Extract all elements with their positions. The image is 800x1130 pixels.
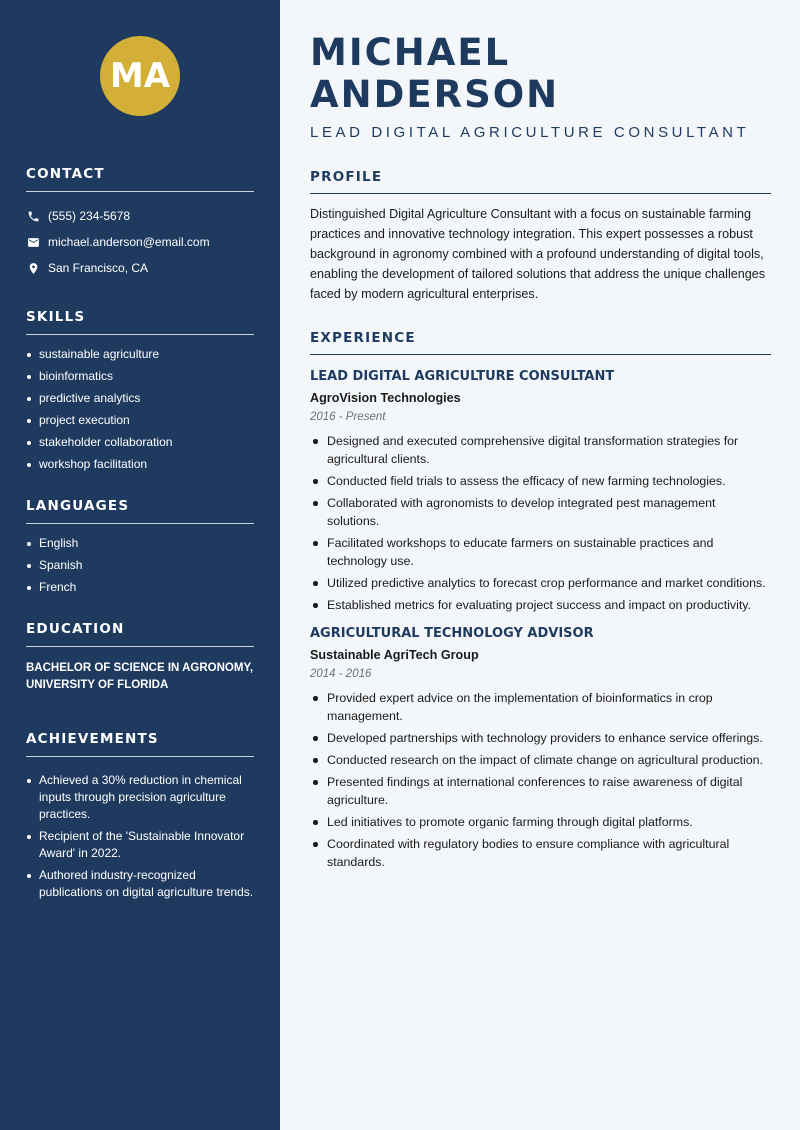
achievements-section <box>26 731 254 901</box>
list-item: predictive analytics <box>26 390 254 407</box>
job-entry <box>310 626 771 871</box>
contact-list <box>26 203 254 281</box>
email-icon <box>26 235 40 249</box>
achievements-list <box>26 772 254 901</box>
languages-list <box>26 535 254 596</box>
list-item: Conducted field trials to assess the efficacy of new farming technologies. <box>310 472 771 490</box>
languages-section <box>26 498 254 596</box>
sidebar <box>0 0 280 1130</box>
job-dates: 2016 - Present <box>310 411 386 423</box>
experience-section <box>310 330 771 871</box>
achievements-heading: ACHIEVEMENTS <box>26 731 254 757</box>
duties-list <box>310 689 771 871</box>
list-item: Facilitated workshops to educate farmers on sustainable practices and technology use. <box>310 534 771 570</box>
list-item: Established metrics for evaluating project success and impact on productivity. <box>310 596 771 614</box>
list-item: Recipient of the 'Sustainable Innovator Award' in 2022. <box>26 828 254 862</box>
list-item: Authored industry-recognized publications on digital agriculture trends. <box>26 867 254 901</box>
profile-heading: PROFILE <box>310 169 771 194</box>
job-title: LEAD DIGITAL AGRICULTURE CONSULTANT <box>310 369 615 384</box>
candidate-name: MICHAEL ANDERSON <box>310 31 560 116</box>
duties-list <box>310 432 771 614</box>
list-item: Collaborated with agronomists to develop integrated pest management solutions. <box>310 494 771 530</box>
experience-heading: EXPERIENCE <box>310 330 771 355</box>
list-item: Coordinated with regulatory bodies to ensure compliance with agricultural standards. <box>310 835 771 871</box>
location-pin-icon <box>26 261 40 275</box>
job-entry <box>310 369 771 614</box>
contact-section <box>26 166 254 281</box>
job-dates: 2014 - 2016 <box>310 668 372 680</box>
list-item: workshop facilitation <box>26 456 254 473</box>
contact-heading: CONTACT <box>26 166 254 192</box>
education-degree: BACHELOR OF SCIENCE IN AGRONOMY, UNIVERSITY OF FLORIDA <box>26 662 254 691</box>
email-text: michael.anderson@email.com <box>48 235 210 249</box>
languages-heading: LANGUAGES <box>26 498 254 524</box>
contact-email <box>26 229 254 255</box>
list-item: English <box>26 535 254 552</box>
company-name: Sustainable AgriTech Group <box>310 648 479 662</box>
list-item: project execution <box>26 412 254 429</box>
avatar: MA <box>100 36 180 116</box>
education-heading: EDUCATION <box>26 621 254 647</box>
list-item: Spanish <box>26 557 254 574</box>
list-item: Developed partnerships with technology providers to enhance service offerings. <box>310 729 771 747</box>
phone-icon <box>26 209 40 223</box>
phone-text: (555) 234-5678 <box>48 209 131 223</box>
list-item: Presented findings at international conferences to raise awareness of digital agriculture. <box>310 773 771 809</box>
profile-section <box>310 169 771 304</box>
list-item: Conducted research on the impact of climate change on agricultural production. <box>310 751 771 769</box>
location-text: San Francisco, CA <box>48 261 149 275</box>
list-item: French <box>26 579 254 596</box>
main-content <box>280 0 800 1130</box>
profile-text: Distinguished Digital Agriculture Consultant with a focus on sustainable farming practices and innovative technology integration. This expert possesses a robust background in agronomy combined with a profound understanding of digital tools, enabling the development of tailored solutions that address the unique challenges faced by modern agricultural enterprises. <box>310 207 766 301</box>
list-item: Designed and executed comprehensive digital transformation strategies for agricultural clients. <box>310 432 771 468</box>
contact-location <box>26 255 254 281</box>
list-item: Utilized predictive analytics to forecast crop performance and market conditions. <box>310 574 771 592</box>
company-name: AgroVision Technologies <box>310 391 461 405</box>
list-item: sustainable agriculture <box>26 346 254 363</box>
list-item: Provided expert advice on the implementation of bioinformatics in crop management. <box>310 689 771 725</box>
skills-heading: SKILLS <box>26 309 254 335</box>
education-section <box>26 621 254 694</box>
skills-section <box>26 309 254 473</box>
list-item: bioinformatics <box>26 368 254 385</box>
list-item: stakeholder collaboration <box>26 434 254 451</box>
contact-phone <box>26 203 254 229</box>
skills-list <box>26 346 254 473</box>
list-item: Achieved a 30% reduction in chemical inputs through precision agriculture practices. <box>26 772 254 823</box>
list-item: Led initiatives to promote organic farming through digital platforms. <box>310 813 771 831</box>
job-title: AGRICULTURAL TECHNOLOGY ADVISOR <box>310 626 594 641</box>
candidate-title: LEAD DIGITAL AGRICULTURE CONSULTANT <box>310 124 750 141</box>
